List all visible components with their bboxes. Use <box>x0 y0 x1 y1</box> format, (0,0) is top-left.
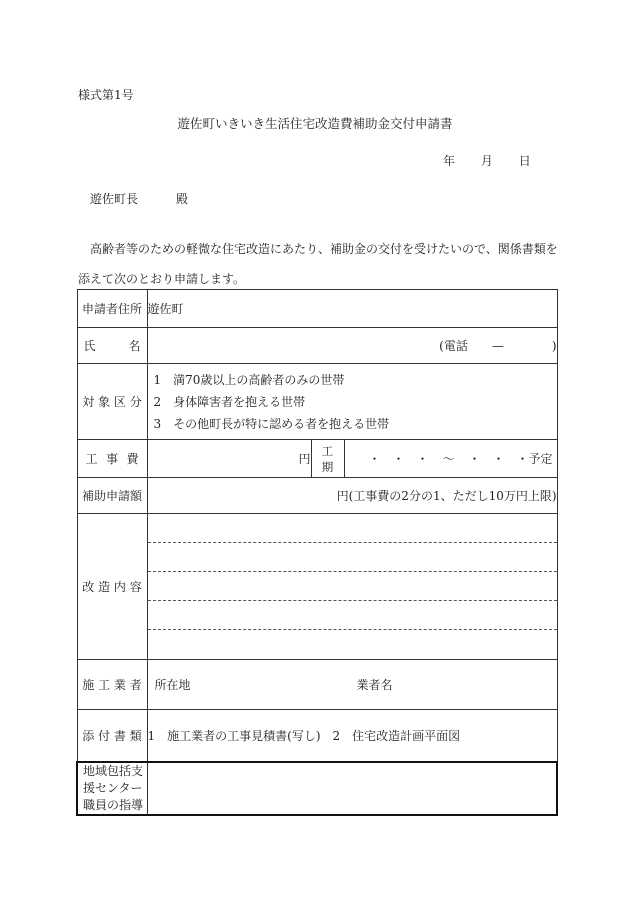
intro-line-1: 高齢者等のための軽微な住宅改造にあたり、補助金の交付を受けたいので、関係書類を <box>90 242 558 256</box>
telephone-label: (電話 — ) <box>439 339 557 353</box>
contractor-location-label: 所在地 <box>154 678 191 692</box>
renovation-field[interactable] <box>147 514 557 660</box>
category-label: 対 象 区 分 <box>77 364 147 440</box>
addressee <box>90 190 188 207</box>
subsidy-note: 円(工事費の2分の1、ただし10万円上限) <box>336 489 557 503</box>
row-renovation <box>77 514 557 660</box>
renovation-line-4[interactable] <box>148 601 557 630</box>
addressee-name: 遊佐町長 <box>90 192 139 206</box>
row-guidance <box>77 762 557 815</box>
cost-field[interactable] <box>147 440 311 478</box>
renovation-line-2[interactable] <box>148 543 557 572</box>
guidance-label: 地域包括支 援センター 職員の指導 <box>77 762 147 815</box>
category-option-3[interactable]: 3 その他町長が特に認める者を抱える世帯 <box>153 416 390 431</box>
row-category <box>77 364 557 440</box>
attachments-label: 添 付 書 類 <box>77 710 147 762</box>
renovation-line-3[interactable] <box>148 572 557 601</box>
cost-label: 工 事 費 <box>77 440 147 478</box>
date-line <box>443 152 553 169</box>
contractor-company-label: 業者名 <box>356 678 393 692</box>
address-label: 申請者住所 <box>77 290 147 328</box>
addressee-honorific: 殿 <box>176 192 189 206</box>
category-option-2[interactable]: 2 身体障害者を抱える世帯 <box>153 394 306 409</box>
subsidy-label: 補助申請額 <box>77 478 147 514</box>
row-attachments <box>77 710 557 762</box>
date-month: 月 <box>480 154 493 168</box>
intro-line-2: 添えて次のとおり申請します。 <box>78 272 246 286</box>
row-cost <box>77 440 557 478</box>
name-field[interactable] <box>147 328 557 364</box>
address-field[interactable]: 遊佐町 <box>147 290 557 328</box>
contractor-label: 施 工 業 者 <box>77 660 147 710</box>
date-year: 年 <box>443 154 456 168</box>
name-label: 氏 名 <box>77 328 147 364</box>
attachments-list: 1 施工業者の工事見積書(写し) 2 住宅改造計画平面図 <box>147 710 557 762</box>
category-options <box>147 364 557 440</box>
period-end: ・ ・ ・予定 <box>468 452 553 466</box>
form-number: 様式第1号 <box>78 88 134 102</box>
application-form-table <box>76 289 558 816</box>
row-name <box>77 328 557 364</box>
period-field[interactable] <box>344 440 557 478</box>
period-tilde: 〜 <box>442 452 455 466</box>
contractor-field[interactable] <box>147 660 557 710</box>
row-address <box>77 290 557 328</box>
page-title: 遊佐町いきいき生活住宅改造費補助金交付申請書 <box>177 116 453 131</box>
period-start: ・ ・ ・ <box>368 452 429 466</box>
subsidy-field[interactable] <box>147 478 557 514</box>
row-contractor <box>77 660 557 710</box>
row-subsidy <box>77 478 557 514</box>
guidance-field[interactable] <box>147 762 557 815</box>
renovation-line-5[interactable] <box>148 630 557 658</box>
yen-unit: 円 <box>298 452 311 466</box>
period-label: 工 期 <box>311 440 344 478</box>
category-option-1[interactable]: 1 満70歳以上の高齢者のみの世帯 <box>153 372 345 387</box>
date-day: 日 <box>518 154 531 168</box>
renovation-label: 改 造 内 容 <box>77 514 147 660</box>
renovation-line-1[interactable] <box>148 514 557 543</box>
